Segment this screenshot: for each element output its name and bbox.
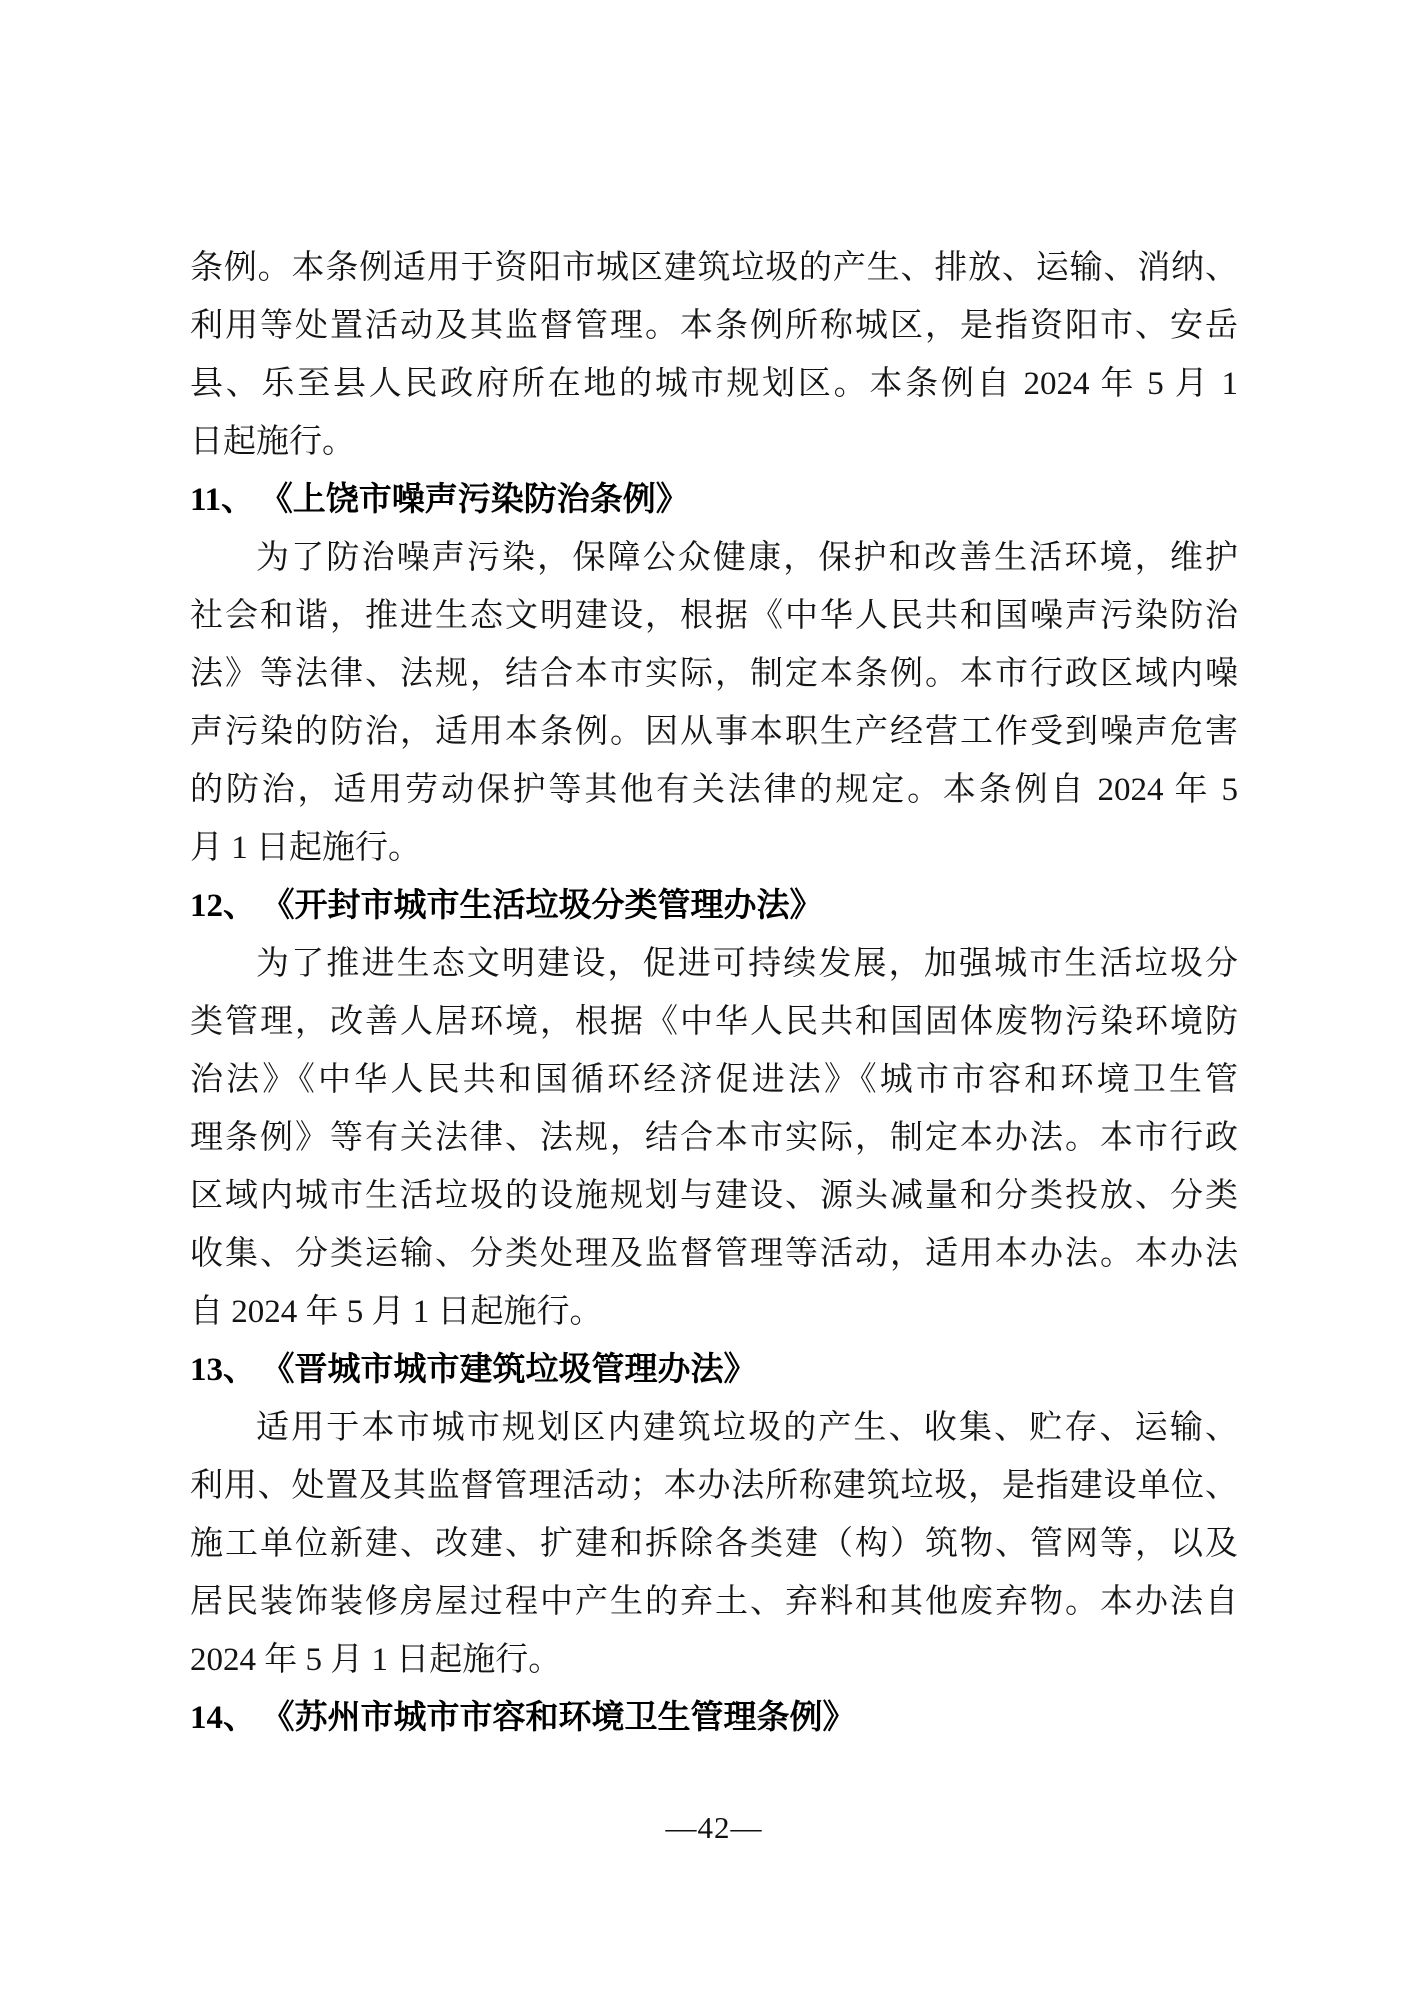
item-14-heading	[190, 1689, 1238, 1747]
item-11-heading	[190, 471, 1238, 529]
item-13-number: 13、	[190, 1352, 256, 1388]
paragraph-line: 类管理，改善人居环境，根据《中华人民共和国固体废物污染环境防	[190, 1004, 1238, 1040]
paragraph-line: 利用等处置活动及其监督管理。本条例所称城区，是指资阳市、安岳	[190, 308, 1238, 344]
item-12-title: 《开封市城市生活垃圾分类管理办法》	[278, 888, 823, 924]
paragraph-line: 自 2024 年 5 月 1 日起施行。	[190, 1294, 603, 1330]
item-14-number: 14、	[190, 1700, 256, 1736]
item-13-title: 《晋城市城市建筑垃圾管理办法》	[278, 1352, 757, 1388]
paragraph-line: 施工单位新建、改建、扩建和拆除各类建（构）筑物、管网等，以及	[190, 1526, 1238, 1562]
paragraph-line: 为了推进生态文明建设，促进可持续发展，加强城市生活垃圾分	[256, 946, 1238, 982]
paragraph-line: 适用于本市城市规划区内建筑垃圾的产生、收集、贮存、运输、	[256, 1410, 1238, 1446]
paragraph-line: 法》等法律、法规，结合本市实际，制定本条例。本市行政区域内噪	[190, 656, 1238, 692]
paragraph-line: 县、乐至县人民政府所在地的城市规划区。本条例自 2024 年 5 月 1	[190, 366, 1239, 402]
paragraph-line: 为了防治噪声污染，保障公众健康，保护和改善生活环境，维护	[256, 540, 1238, 576]
item-13-heading	[190, 1341, 1238, 1399]
paragraph-line: 日起施行。	[190, 424, 355, 460]
item-11-title: 《上饶市噪声污染防治条例》	[276, 482, 689, 518]
paragraph-line: 居民装饰装修房屋过程中产生的弃土、弃料和其他废弃物。本办法自	[190, 1584, 1238, 1620]
item-12-number: 12、	[190, 888, 256, 924]
paragraph-line: 社会和谐，推进生态文明建设，根据《中华人民共和国噪声污染防治	[190, 598, 1238, 634]
paragraph-line: 区域内城市生活垃圾的设施规划与建设、源头减量和分类投放、分类	[190, 1178, 1238, 1214]
page-number: —42—	[665, 1810, 763, 1845]
paragraph-line: 条例。本条例适用于资阳市城区建筑垃圾的产生、排放、运输、消纳、	[190, 250, 1238, 286]
paragraph-line: 治法》《中华人民共和国循环经济促进法》《城市市容和环境卫生管	[190, 1062, 1238, 1098]
paragraph-line: 理条例》等有关法律、法规，结合本市实际，制定本办法。本市行政	[190, 1120, 1238, 1156]
item-14-title: 《苏州市城市市容和环境卫生管理条例》	[278, 1700, 856, 1736]
paragraph-line: 收集、分类运输、分类处理及监督管理等活动，适用本办法。本办法	[190, 1236, 1238, 1272]
paragraph-line: 2024 年 5 月 1 日起施行。	[190, 1642, 562, 1678]
item-11-number: 11、	[190, 482, 255, 518]
paragraph-line: 的防治，适用劳动保护等其他有关法律的规定。本条例自 2024 年 5	[190, 772, 1238, 808]
paragraph-line: 月 1 日起施行。	[190, 830, 421, 866]
item-12-heading	[190, 877, 1238, 935]
document-body	[190, 239, 1238, 1747]
paragraph-line: 声污染的防治，适用本条例。因从事本职生产经营工作受到噪声危害	[190, 714, 1238, 750]
paragraph-line: 利用、处置及其监督管理活动；本办法所称建筑垃圾，是指建设单位、	[190, 1468, 1238, 1504]
